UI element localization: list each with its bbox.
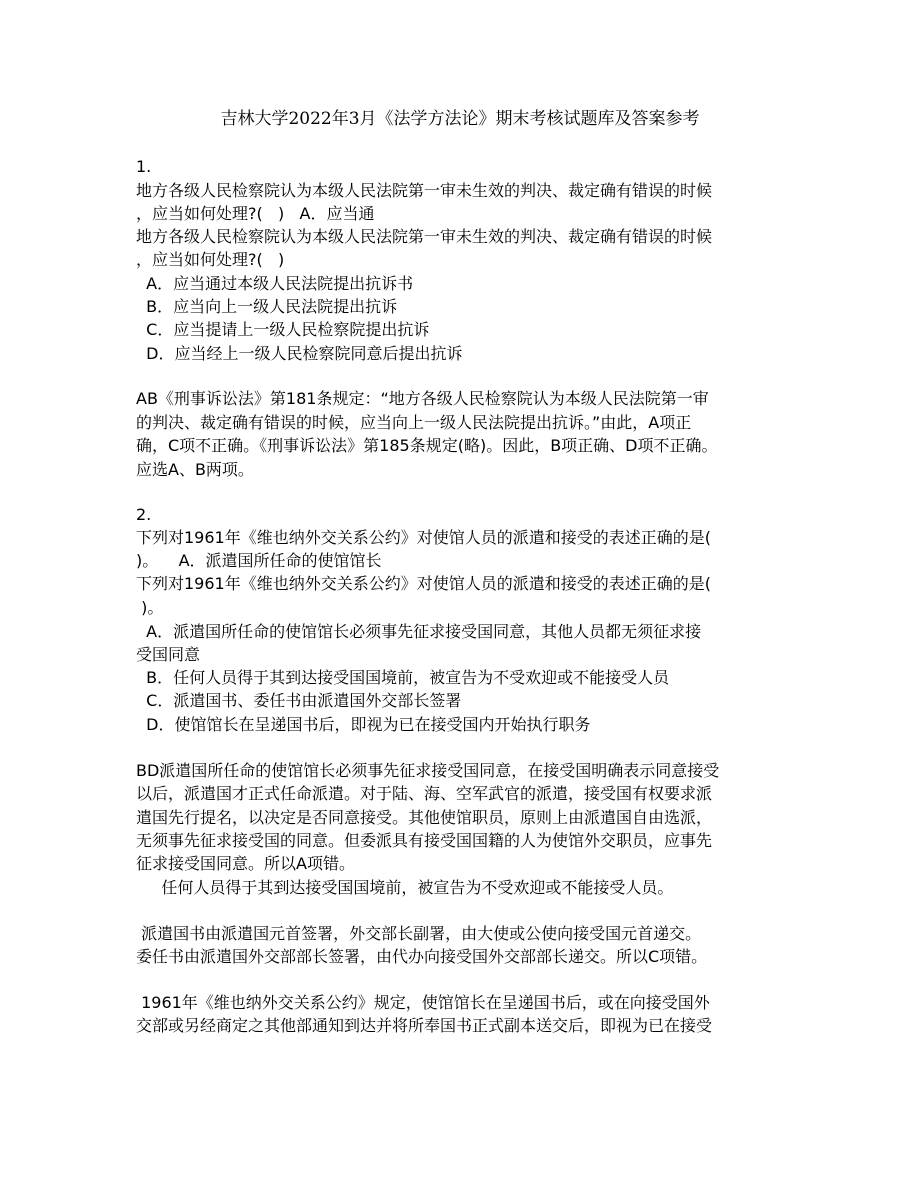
question-2-stem-short-line-1: 下列对1961年《维也纳外交关系公约》对使馆人员的派遣和接受的表述正确的是( — [136, 528, 711, 547]
question-2-answer-line: 以后，派遣国才正式任命派遣。对于陆、海、空军武官的派遣，接受国有权要求派 — [136, 784, 713, 803]
question-2-answer-line: BD派遣国所任命的使馆馆长必须事先征求接受国同意，在接受国明确表示同意接受 — [136, 761, 720, 780]
question-1-answer-line: 确，C项不正确。《刑事诉讼法》第185条规定(略)。因此，B项正确、D项不正确。 — [136, 436, 718, 455]
question-2-answer-line: 无须事先征求接受国的同意。但委派具有接受国国籍的人为使馆外交职员，应事先 — [136, 831, 713, 850]
question-2-answer-line: 委任书由派遣国外交部部长签署，由代办向接受国外交部部长递交。所以C项错。 — [136, 947, 708, 966]
question-1-stem-short-line-2: ，应当如何处理?( ) A．应当通 — [136, 204, 375, 223]
question-2-answer-line: 任何人员得于其到达接受国国境前，被宣告为不受欢迎或不能接受人员。 — [136, 878, 674, 897]
question-1-answer-line: AB《刑事诉讼法》第181条规定：“地方各级人民检察院认为本级人民法院第一审 — [136, 389, 709, 408]
question-1-option-d: D．应当经上一级人民检察院同意后提出抗诉 — [136, 344, 463, 363]
question-2-answer-line: 交部或另经商定之其他部通知到达并将所奉国书正式副本送交后，即视为已在接受 — [136, 1016, 713, 1035]
question-1-answer-line: 的判决、裁定确有错误的时候，应当向上一级人民法院提出抗诉。”由此，A项正 — [136, 413, 692, 432]
question-2-answer-line: 征求接受国同意。所以A项错。 — [136, 854, 355, 873]
question-2-stem-line-1: 下列对1961年《维也纳外交关系公约》对使馆人员的派遣和接受的表述正确的是( — [136, 574, 711, 593]
question-2-option-a: A．派遣国所任命的使馆馆长必须事先征求接受国同意，其他人员都无须征求接 — [136, 622, 702, 641]
question-2-stem-short-line-2: )。 A．派遣国所任命的使馆馆长 — [136, 551, 382, 570]
question-1-option-c: C．应当提请上一级人民检察院提出抗诉 — [136, 320, 430, 339]
question-2-option-a-continued: 受国同意 — [136, 645, 201, 664]
question-2-option-c: C．派遣国书、委任书由派遣国外交部长签署 — [136, 691, 462, 710]
question-1-option-a: A．应当通过本级人民法院提出抗诉书 — [136, 274, 414, 293]
question-2-answer-line: 1961年《维也纳外交关系公约》规定，使馆馆长在呈递国书后，或在向接受国外 — [136, 993, 710, 1012]
question-2-option-d: D．使馆馆长在呈递国书后，即视为已在接受国内开始执行职务 — [136, 715, 591, 734]
question-1-option-b: B．应当向上一级人民法院提出抗诉 — [136, 297, 398, 316]
question-1-stem-short-line-1: 地方各级人民检察院认为本级人民法院第一审未生效的判决、裁定确有错误的时候 — [136, 181, 713, 200]
question-1-stem-line-2: ，应当如何处理?( ) — [136, 250, 285, 269]
question-1-answer-line: 应选A、B两项。 — [136, 460, 254, 479]
document-title: 吉林大学2022年3月《法学方法论》期末考核试题库及答案参考 — [220, 109, 700, 129]
question-2-answer-line: 遣国先行提名，以决定是否同意接受。其他使馆职员，原则上由派遣国自由选派， — [136, 808, 713, 827]
question-2-number: 2. — [136, 505, 152, 524]
question-2-answer-line: 派遣国书由派遣国元首签署，外交部长副署，由大使或公使向接受国元首递交。 — [136, 924, 702, 943]
question-2-stem-line-2: )。 — [136, 598, 164, 617]
question-1-number: 1. — [136, 157, 152, 176]
question-2-option-b: B．任何人员得于其到达接受国国境前，被宣告为不受欢迎或不能接受人员 — [136, 668, 670, 687]
question-1-stem-line-1: 地方各级人民检察院认为本级人民法院第一审未生效的判决、裁定确有错误的时候 — [136, 227, 713, 246]
